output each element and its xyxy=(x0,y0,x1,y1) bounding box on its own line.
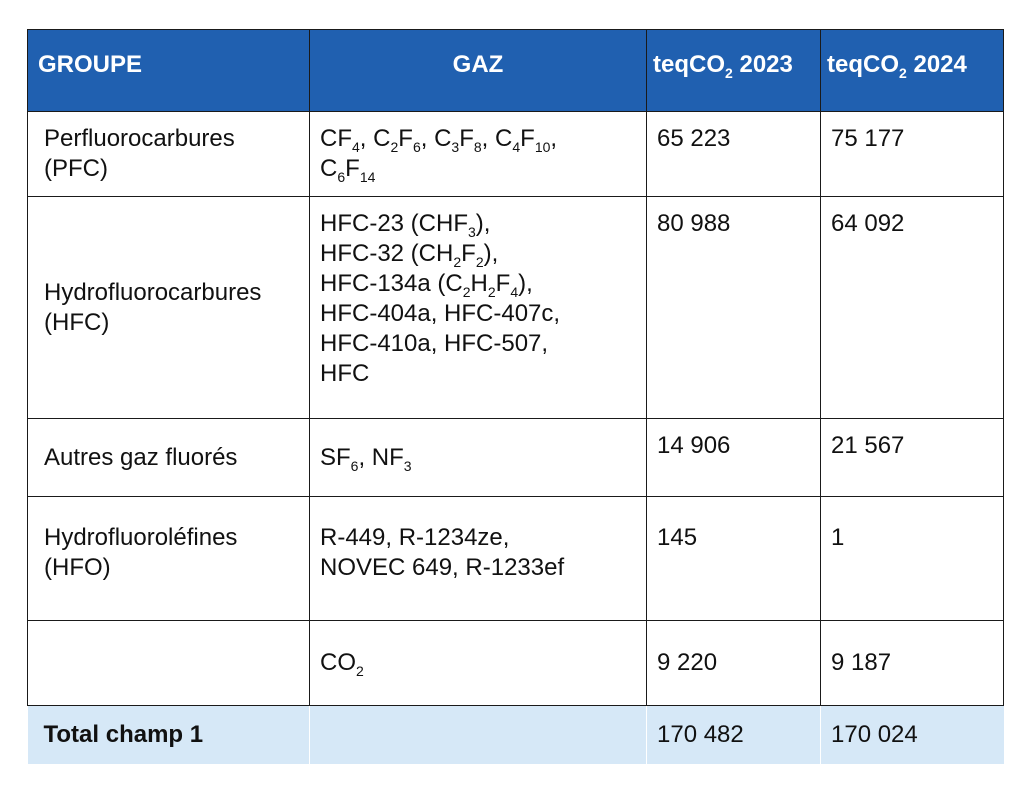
table-row-autres xyxy=(28,419,1004,497)
total-2023: 170 482 xyxy=(647,706,821,765)
table-row-co2 xyxy=(28,621,1004,706)
table-row-hfo xyxy=(28,497,1004,621)
header-groupe: GROUPE xyxy=(28,30,310,112)
table-row-pfc xyxy=(28,112,1004,197)
group-cell xyxy=(28,621,310,706)
value-2024: 75 177 xyxy=(821,112,1004,197)
group-cell: Autres gaz fluorés xyxy=(28,419,310,497)
header-2023: teqCO$_2$ 2023 xyxy=(647,30,821,112)
gas-cell: R-449, R-1234ze, NOVEC 649, R-1233ef xyxy=(310,497,647,621)
gas-cell: $CF_4$, $C_2F_6$, $C_3F_8$, $C_4F_{10}$, $C_6F_{14}$ xyxy=(310,112,647,197)
value-2024: 64 092 xyxy=(821,197,1004,419)
value-2023: 145 xyxy=(647,497,821,621)
value-2023: 14 906 xyxy=(647,419,821,497)
value-2024: 9 187 xyxy=(821,621,1004,706)
value-2023: 65 223 xyxy=(647,112,821,197)
emissions-table xyxy=(27,29,1004,764)
group-cell: Hydrofluorocarbures (HFC) xyxy=(28,197,310,419)
value-2024: 21 567 xyxy=(821,419,1004,497)
total-gas-cell xyxy=(310,706,647,765)
value-2023: 9 220 xyxy=(647,621,821,706)
header-gaz: GAZ xyxy=(310,30,647,112)
total-label: Total champ 1 xyxy=(28,706,310,765)
group-cell: Hydrofluoroléfines (HFO) xyxy=(28,497,310,621)
value-2024: 1 xyxy=(821,497,1004,621)
value-2023: 80 988 xyxy=(647,197,821,419)
table-row-hfc xyxy=(28,197,1004,419)
gas-cell: HFC-23 $(CHF_3)$, HFC-32 $(CH_2F_2)$, HFC-134a $(C_2H_2F_4)$, HFC-404a, HFC-407c, HFC-410a, HFC-507, HFC xyxy=(310,197,647,419)
total-2024: 170 024 xyxy=(821,706,1004,765)
header-row xyxy=(28,30,1004,112)
table-row-total xyxy=(28,706,1004,765)
header-2024: teqCO$_2$ 2024 xyxy=(821,30,1004,112)
gas-cell: $CO_2$ xyxy=(310,621,647,706)
group-cell: Perfluorocarbures (PFC) xyxy=(28,112,310,197)
gas-cell: $SF_6$, $NF_3$ xyxy=(310,419,647,497)
